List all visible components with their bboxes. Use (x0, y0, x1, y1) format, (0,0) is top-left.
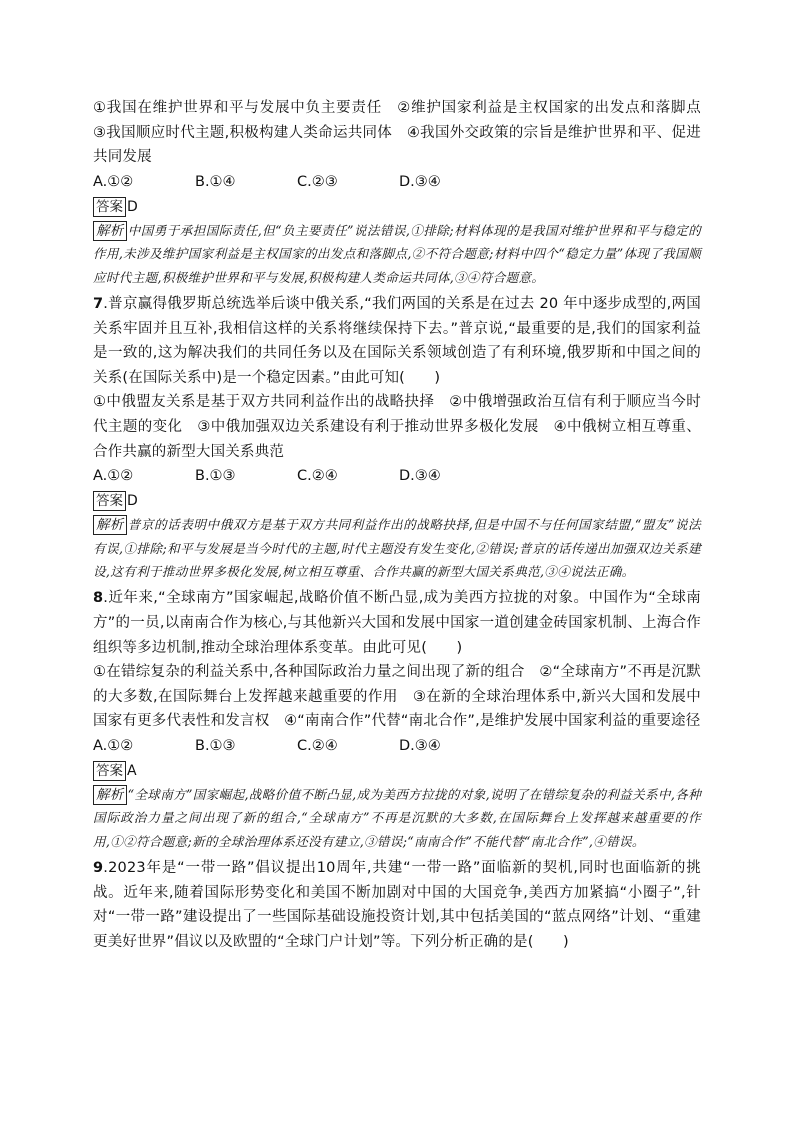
answer-value: D (127, 198, 138, 215)
question-7-statements: ①中俄盟友关系是基于双方共同利益作出的战略抉择 ②中俄增强政治互信有利于顺应当今时代主题的变化 ③中俄加强双边关系建设有利于推动世界多极化发展 ④中俄树立相互尊重、合作共赢的新型大国关系典范 (93, 394, 701, 460)
explanation-text: “全球南方”国家崛起,战略价值不断凸显,成为美西方拉拢的对象,说明了在错综复杂的利益关系中,各种国际政治力量之间出现了新的组合,“全球南方”不再是沉默的大多数,在国际舞台上发挥越来越重要的作用,①②符合题意;新的全球治理体系还没有建立,③错误;“南南合作”不能代替“南北合作”,④错误。 (93, 786, 701, 849)
question-6-answer (93, 195, 701, 219)
explanation-text: 中国勇于承担国际责任,但“负主要责任”说法错误,①排除;材料体现的是我国对维护世界和平与稳定的作用,未涉及维护国家利益是主权国家的出发点和落脚点,②不符合题意;材料中四个“稳定力量”体现了我国顺应时代主题,积极维护世界和平与发展,积极构建人类命运共同体,③④符合题意。 (93, 222, 701, 285)
answer-value: A (127, 762, 137, 779)
question-8-options (93, 734, 701, 759)
question-8-stem (93, 586, 701, 660)
answer-tag: 答案 (93, 491, 126, 511)
option-d: D.③④ (399, 173, 441, 190)
question-7-answer (93, 489, 701, 513)
question-number: 8 (93, 590, 104, 607)
option-c: C.②③ (297, 173, 338, 190)
option-a: A.①② (93, 173, 134, 190)
option-c: C.②④ (297, 737, 338, 754)
question-text: .2023年是“一带一路”倡议提出10周年,共建“一带一路”面临新的契机,同时也面临新的挑战。近年来,随着国际形势变化和美国不断加剧对中国的大国竞争,美西方加紧搞“小圈子”,针对“一带一路”建设提出了一些国际基础设施投资计划,其中包括美国的“蓝点网络”计划、“重建更美好世界”倡议以及欧盟的“全球门户计划”等。下列分析正确的是( ) (93, 860, 701, 950)
question-number: 9 (93, 860, 104, 877)
explanation-text: 普京的话表明中俄双方是基于双方共同利益作出的战略抉择,但是中国不与任何国家结盟,“盟友”说法有误,①排除;和平与发展是当今时代的主题,时代主题没有发生变化,②错误;普京的话传递出加强双边关系建设,这有利于推动世界多极化发展,树立相互尊重、合作共赢的新型大国关系典范,③④说法正确。 (93, 517, 701, 579)
explanation-tag: 解析 (93, 515, 127, 535)
question-7 (93, 292, 701, 583)
question-8-statements: ①在错综复杂的利益关系中,各种国际政治力量之间出现了新的组合 ②“全球南方”不再是沉默的大多数,在国际舞台上发挥越来越重要的作用 ③在新的全球治理体系中,新兴大国和发展中国家有更多代表性和发言权 ④“南南合作”代替“南北合作”,是维护发展中国家利益的重要途径 (93, 664, 701, 730)
question-8 (93, 586, 701, 853)
answer-tag: 答案 (93, 197, 126, 217)
question-6-options (93, 170, 701, 195)
answer-tag: 答案 (93, 761, 126, 781)
option-a: A.①② (93, 737, 134, 754)
question-9-stem (93, 856, 701, 954)
option-d: D.③④ (399, 468, 441, 485)
question-text: .近年来,“全球南方”国家崛起,战略价值不断凸显,成为美西方拉拢的对象。中国作为“全球南方”的一员,以南南合作为核心,与其他新兴大国和发展中国家一道创建金砖国家机制、上海合作组织等多边机制,推动全球治理体系变革。由此可见( ) (93, 590, 701, 656)
option-b: B.①③ (195, 737, 236, 754)
question-6-explanation (93, 219, 701, 289)
option-c: C.②④ (297, 468, 338, 485)
option-b: B.①④ (195, 173, 236, 190)
question-text: .普京赢得俄罗斯总统选举后谈中俄关系,“我们两国的关系是在过去 20 年中逐步成型的,两国关系牢固并且互补,我相信这样的关系将继续保持下去。”普京说,“最重要的是,我们的国家利益是一致的,这为解决我们的共同任务以及在国际关系领域创造了有利环境,俄罗斯和中国之间的关系(在国际关系中)是一个稳定因素。”由此可知( ) (93, 296, 701, 386)
option-a: A.①② (93, 468, 134, 485)
answer-value: D (127, 493, 138, 510)
option-b: B.①③ (195, 468, 236, 485)
question-8-answer (93, 759, 701, 783)
explanation-tag: 解析 (93, 785, 127, 805)
question-9 (93, 856, 701, 954)
exam-page (93, 96, 716, 955)
question-6 (93, 96, 716, 289)
question-number: 7 (93, 296, 104, 312)
question-7-explanation (93, 513, 701, 583)
question-8-explanation (93, 783, 701, 853)
explanation-tag: 解析 (93, 221, 127, 241)
option-d: D.③④ (399, 737, 441, 754)
question-7-options (93, 464, 701, 489)
question-6-statements: ①我国在维护世界和平与发展中负主要责任 ②维护国家利益是主权国家的出发点和落脚点 ③我国顺应时代主题,积极构建人类命运共同体 ④我国外交政策的宗旨是维护世界和平、促进共同发展 (93, 100, 716, 166)
question-7-stem (93, 292, 701, 390)
